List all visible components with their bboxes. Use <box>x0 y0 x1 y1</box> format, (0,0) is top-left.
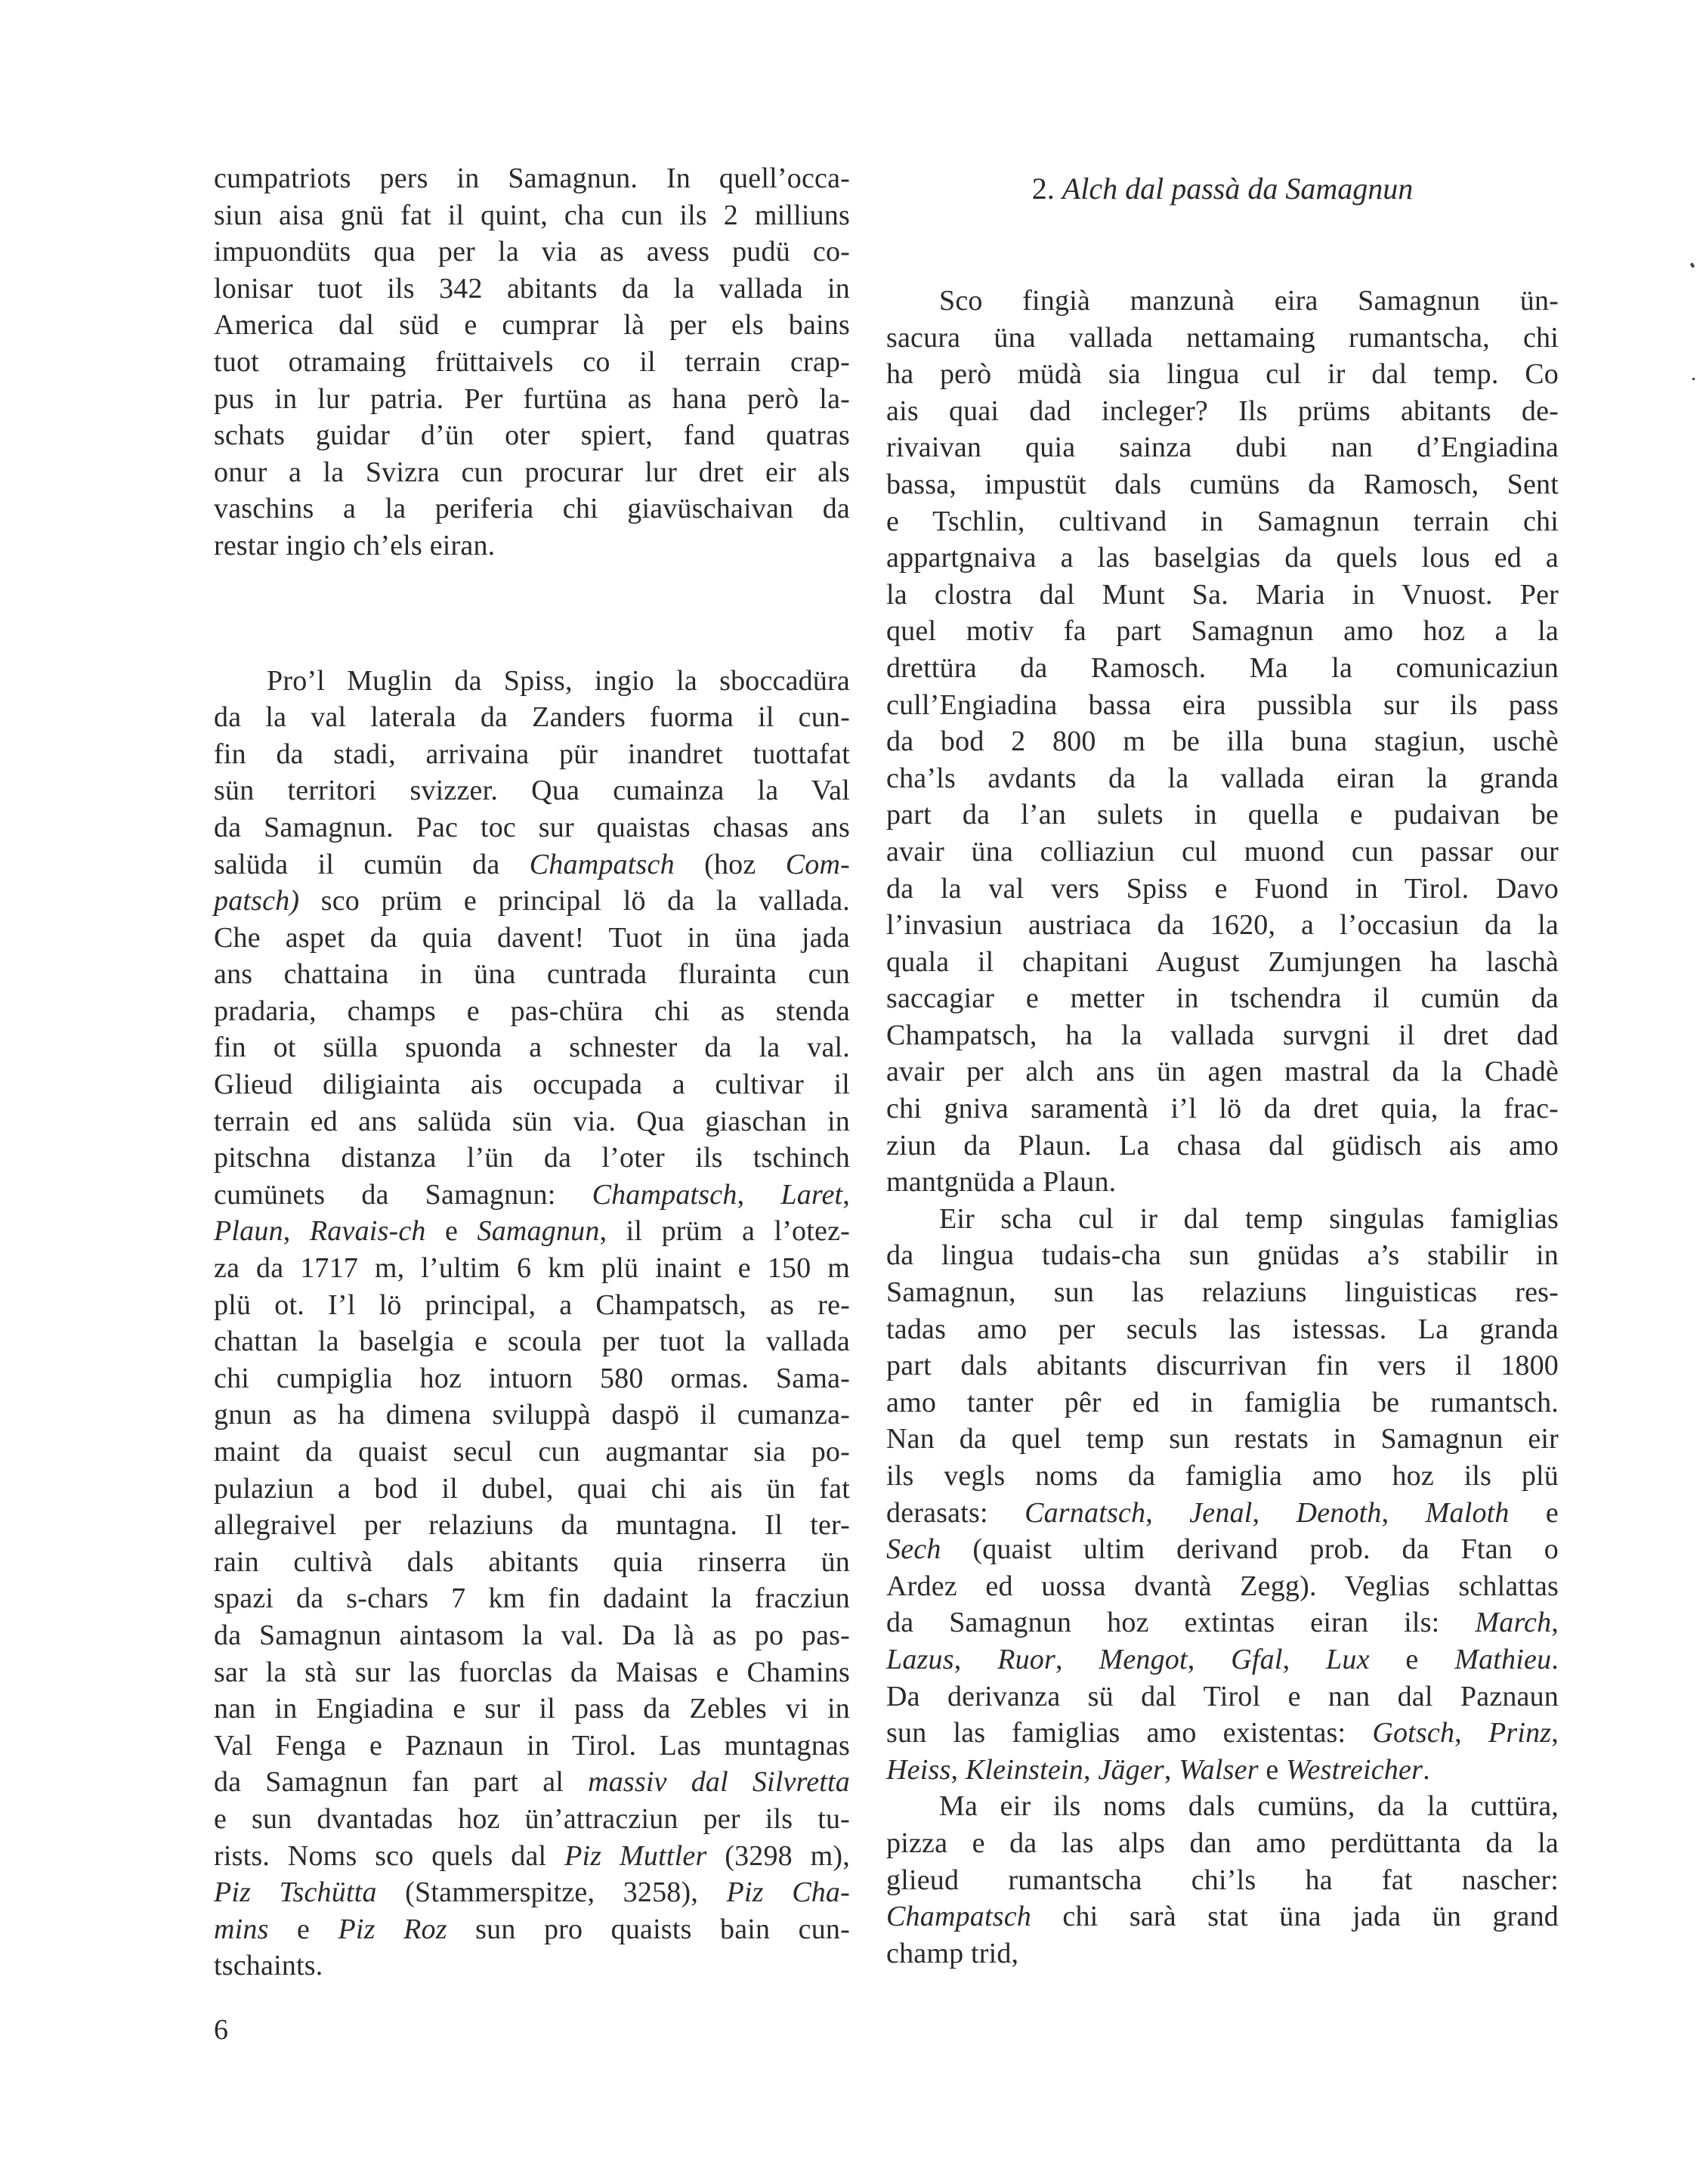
text-line: chattan la baselgia e scoula per tuot la vallada <box>214 1326 850 1358</box>
text-line: sacura üna vallada nettamaing rumantscha, chi <box>886 321 1559 354</box>
text-line: lonisar tuot ils 342 abitants da la vallada in <box>214 272 850 305</box>
text-line: ais quai dad incleger? Ils prüms abitants de- <box>886 394 1559 427</box>
section-heading <box>886 171 1559 207</box>
paragraph <box>214 663 850 1984</box>
text-line: schats guidar d’ün oter spiert, fand quatras <box>214 419 850 452</box>
text-line: derasats: Carnatsch, Jenal, Denoth, Maloth e <box>886 1496 1559 1529</box>
text-line: patsch) sco prüm e principal lö da la vallada. <box>214 885 850 917</box>
text-line: pradaria, champs e pas-chüra chi as stenda <box>214 995 850 1027</box>
text-line: spazi da s-chars 7 km fin dadaint la fracziun <box>214 1582 850 1615</box>
text-line: tschaints. <box>214 1950 323 1982</box>
text-line: saccagiar e metter in tschendra il cumün da <box>886 982 1559 1015</box>
text-line: pulaziun a bod il dubel, quai chi ais ün fat <box>214 1472 850 1505</box>
text-line: avair üna colliaziun cul muond cun passar our <box>886 835 1559 868</box>
text-line: da Samagnun. Pac toc sur quaistas chasas ans <box>214 811 850 843</box>
scan-mark <box>1690 262 1695 268</box>
text-line: Nan da quel temp sun restats in Samagnun eir <box>886 1423 1559 1455</box>
text-line: drettüra da Ramosch. Ma la comunicaziun <box>886 651 1559 684</box>
text-line: da lingua tudais-cha sun gnüdas a’s stabilir in <box>886 1239 1559 1272</box>
text-line: tuot otramaing früttaivels co il terrain crap- <box>214 345 850 378</box>
text-line: cha’ls avdants da la vallada eiran la granda <box>886 762 1559 794</box>
paragraph <box>214 160 850 565</box>
text-line: restar ingio ch’els eiran. <box>214 529 496 561</box>
text-line: salüda il cumün da Champatsch (hoz Com- <box>214 848 850 880</box>
text-line: cull’Engiadina bassa eira pussibla sur ils pass <box>886 688 1559 721</box>
text-line: sun las famiglias amo existentas: Gotsch, Prinz, <box>886 1717 1559 1749</box>
text-line: mins e Piz Roz sun pro quaists bain cun- <box>214 1913 850 1945</box>
text-line: rivaivan quia sainza dubi nan d’Engiadina <box>886 432 1559 464</box>
text-line: Da derivanza sü dal Tirol e nan dal Paznaun <box>886 1680 1559 1712</box>
text-line: plü ot. I’l lö principal, a Champatsch, as re- <box>214 1288 850 1321</box>
text-line: Champatsch, ha la vallada survgni il dret dad <box>886 1019 1559 1051</box>
text-line: ziun da Plaun. La chasa dal güdisch ais amo <box>886 1129 1559 1162</box>
text-line: rists. Noms sco quels dal Piz Muttler (3298 m), <box>214 1839 850 1872</box>
text-line: allegraivel per relaziuns da muntagna. Il ter- <box>214 1509 850 1542</box>
text-line: gnun as ha dimena sviluppà daspö il cumanza- <box>214 1399 850 1431</box>
text-line: Plaun, Ravais-ch e Samagnun, il prüm a l’otez- <box>214 1215 851 1248</box>
text-line: rain cultivà dals abitants quia rinserra ün <box>214 1545 850 1578</box>
paragraph <box>886 283 1559 1201</box>
text-line: amo tanter pêr ed in famiglia be rumantsch. <box>886 1386 1559 1418</box>
text-line: Che aspet da quia davent! Tuot in üna jada <box>214 921 850 954</box>
right-column <box>886 160 1559 1972</box>
text-line: Lazus, Ruor, Mengot, Gfal, Lux e Mathieu. <box>886 1643 1559 1675</box>
text-line: pizza e da las alps dan amo perdüttanta da la <box>886 1827 1559 1859</box>
text-line: quel motiv fa part Samagnun amo hoz a la <box>886 615 1559 648</box>
text-line: la clostra dal Munt Sa. Maria in Vnuost. Per <box>886 578 1559 611</box>
text-line: terrain ed ans salüda sün via. Qua giaschan in <box>214 1105 850 1137</box>
text-line: Piz Tschütta (Stammerspitze, 3258), Piz Cha- <box>214 1876 850 1909</box>
text-line: Pro’l Muglin da Spiss, ingio la sboccadüra <box>267 664 850 697</box>
text-line: vaschins a la periferia chi giavüschaivan da <box>214 493 850 525</box>
text-line: quala il chapitani August Zumjungen ha laschà <box>886 945 1559 978</box>
text-line: tadas amo per seculs las istessas. La granda <box>886 1313 1559 1345</box>
text-line: Ma eir ils noms dals cumüns, da la cuttüra, <box>939 1790 1559 1823</box>
text-line: sar la stà sur las fuorclas da Maisas e Chamins <box>214 1656 850 1688</box>
text-line: da bod 2 800 m be illa buna stagiun, uschè <box>886 725 1559 758</box>
text-line: l’invasiun austriaca da 1620, a l’occasiun da la <box>886 909 1559 942</box>
text-line: Ardez ed uossa dvantà Zegg). Veglias schlattas <box>886 1570 1559 1602</box>
text-line: e sun dvantadas hoz ün’attracziun per ils tu- <box>214 1802 850 1835</box>
text-line: Eir scha cul ir dal temp singulas famiglias <box>939 1202 1559 1235</box>
text-line: chi cumpiglia hoz intuorn 580 ormas. Sama- <box>214 1362 850 1394</box>
text-line: ils vegls noms da famiglia amo hoz ils plü <box>886 1460 1559 1492</box>
text-line: onur a la Svizra cun procurar lur dret eir als <box>214 456 850 488</box>
text-line: ha però müdà sia lingua cul ir dal temp. Co <box>886 358 1559 391</box>
text-line: ans chattaina in üna cuntrada flurainta cun <box>214 958 850 991</box>
paragraph <box>886 1201 1559 1789</box>
text-line: impuondüts qua per la via as avess pudü co- <box>214 236 850 268</box>
text-line: nan in Engiadina e sur il pass da Zebles vi in <box>214 1693 850 1725</box>
paragraph <box>886 1788 1559 1972</box>
text-line: America dal süd e cumprar là per els bains <box>214 309 850 342</box>
text-line: part dals abitants discurrivan fin vers il 1800 <box>886 1350 1559 1382</box>
text-line: da la val laterala da Zanders fuorma il cun- <box>214 701 850 734</box>
section-number: 2. <box>1031 172 1055 206</box>
left-column <box>214 160 850 1984</box>
text-line: da Samagnun hoz extintas eiran ils: March, <box>886 1607 1559 1639</box>
text-line: Sco fingià manzunà eira Samagnun ün- <box>939 285 1559 317</box>
text-line: Sech (quaist ultim derivand prob. da Ftan o <box>886 1533 1559 1566</box>
scan-mark <box>1692 378 1695 380</box>
text-line: da la val vers Spiss e Fuond in Tirol. Davo <box>886 872 1559 905</box>
text-line: Val Fenga e Paznaun in Tirol. Las muntagnas <box>214 1729 850 1762</box>
text-line: fin ot süllа spuonda a schnester da la val. <box>214 1032 850 1064</box>
text-line: pus in lur patria. Per furtüna as hana però la- <box>214 382 850 415</box>
text-line: bassa, impustüt dals cumüns da Ramosch, Sent <box>886 468 1559 500</box>
text-line: fin da stadi, arrivaina pür inandret tuottafat <box>214 738 850 770</box>
text-line: mantgnüda a Plaun. <box>886 1166 1117 1199</box>
text-line: pitschna distanza l’ün da l’oter ils tschinch <box>214 1142 850 1174</box>
text-line: maint da quaist secul cun augmantar sia po- <box>214 1436 850 1468</box>
text-line: da Samagnun fan part al massiv dal Silvretta <box>214 1766 850 1799</box>
text-line: chi gniva saramentà i’l lö da dret quia, la frac- <box>886 1093 1559 1125</box>
text-line: appartgnaiva a las baselgias da quels lous ed a <box>886 542 1559 574</box>
text-line: e Tschlin, cultivand in Samagnun terrain chi <box>886 505 1559 537</box>
text-line: sün territori svizzer. Qua cumainza la Val <box>214 775 850 807</box>
text-line: part da l’an sulets in quella e pudaivan be <box>886 799 1559 831</box>
text-line: glieud rumantscha chi’ls ha fat nascher: <box>886 1864 1559 1896</box>
page-number: 6 <box>214 2014 228 2046</box>
text-line: Samagnun, sun las relaziuns linguisticas res- <box>886 1276 1559 1309</box>
text-line: champ trid, <box>886 1937 1019 1969</box>
text-line: siun aisa gnü fat il quint, cha cun ils 2 milliuns <box>214 199 850 231</box>
text-line: Glieud diligiainta ais occupada a cultivar il <box>214 1069 850 1101</box>
text-line: za da 1717 m, l’ultim 6 km plü inaint e 150 m <box>214 1252 850 1285</box>
right-column-body <box>886 283 1559 1972</box>
text-line: Champatsch chi sarà stat üna jada ün grand <box>886 1901 1559 1933</box>
text-line: da Samagnun aintasom la val. Da là as po pas- <box>214 1619 850 1651</box>
text-line: Heiss, Kleinstein, Jäger, Walser e Westreicher. <box>886 1753 1430 1786</box>
text-line: cumpatriots pers in Samagnun. In quell’occa- <box>214 162 850 194</box>
section-title: Alch dal passà da Samagnun <box>1062 172 1414 206</box>
text-line: cumünets da Samagnun: Champatsch, Laret, <box>214 1178 850 1211</box>
text-line: avair per alch ans ün agen mastral da la Chadè <box>886 1056 1559 1088</box>
